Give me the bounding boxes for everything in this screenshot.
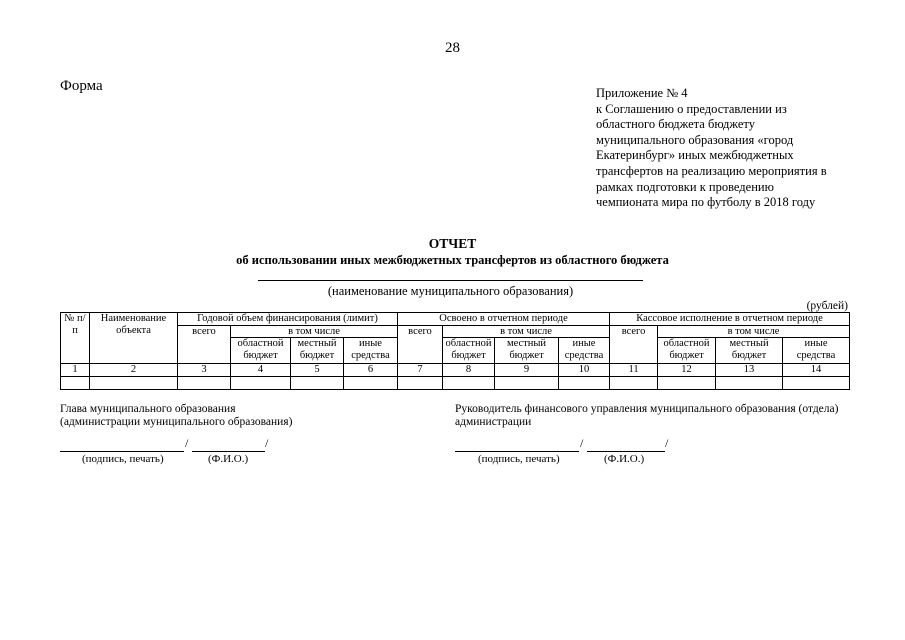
table-cell xyxy=(443,376,495,389)
form-label: Форма xyxy=(60,78,103,94)
table-cell xyxy=(291,376,344,389)
header-group-annual: Годовой объем финансирования (лимит) xyxy=(178,313,398,326)
column-number: 12 xyxy=(658,364,716,377)
left-name-line xyxy=(192,451,265,452)
table-cell xyxy=(495,376,559,389)
header-local-budget: местный бюджет xyxy=(495,338,559,364)
page-number: 28 xyxy=(445,40,460,56)
table-cell xyxy=(559,376,610,389)
header-total: всего xyxy=(178,325,231,364)
municipality-name-caption: (наименование муниципального образования) xyxy=(327,284,574,298)
table-cell xyxy=(398,376,443,389)
table-cell xyxy=(783,376,850,389)
right-name-line xyxy=(587,451,665,452)
appendix-line: к Соглашению о предоставлении из xyxy=(596,101,787,116)
table-header-row xyxy=(61,325,850,338)
appendix-line: рамках подготовки к проведению xyxy=(596,179,774,194)
header-local-budget: местный бюджет xyxy=(716,338,783,364)
header-regional-budget: областной бюджет xyxy=(231,338,291,364)
table-cell xyxy=(716,376,783,389)
column-number: 1 xyxy=(61,364,90,377)
column-number: 10 xyxy=(559,364,610,377)
left-signatory-subtitle: (администрации муниципального образования) xyxy=(60,416,293,428)
right-signatory-block xyxy=(455,403,855,429)
column-number: 6 xyxy=(344,364,398,377)
column-number: 11 xyxy=(610,364,658,377)
header-other-funds: иные средства xyxy=(559,338,610,364)
right-signature-line xyxy=(455,451,579,452)
column-number: 7 xyxy=(398,364,443,377)
appendix-line: трансфертов на реализацию мероприятия в xyxy=(596,163,827,178)
appendix-line: муниципального образования «город xyxy=(596,132,794,147)
column-number: 2 xyxy=(90,364,178,377)
header-total: всего xyxy=(398,325,443,364)
header-other-funds: иные средства xyxy=(344,338,398,364)
right-caption-name: (Ф.И.О.) xyxy=(604,453,645,465)
table-empty-row xyxy=(61,376,850,389)
table-cell xyxy=(61,376,90,389)
report-subtitle: об использовании иных межбюджетных трансфертов из областного бюджета xyxy=(236,253,669,267)
header-including: в том числе xyxy=(231,325,398,338)
header-regional-budget: областной бюджет xyxy=(443,338,495,364)
header-other-funds: иные средства xyxy=(783,338,850,364)
left-signatory-title: Глава муниципального образования xyxy=(60,403,236,415)
table-cell xyxy=(344,376,398,389)
table-cell xyxy=(658,376,716,389)
header-group-mastered: Освоено в отчетном периоде xyxy=(398,313,610,326)
column-number: 9 xyxy=(495,364,559,377)
left-name-slash: / xyxy=(265,436,269,450)
header-regional-budget: областной бюджет xyxy=(658,338,716,364)
report-title: ОТЧЕТ xyxy=(428,236,477,251)
left-caption-signature: (подпись, печать) xyxy=(82,453,164,465)
appendix-line: областного бюджета бюджету xyxy=(596,117,755,132)
units-label: (рублей) xyxy=(806,300,848,312)
header-including: в том числе xyxy=(658,325,850,338)
column-number: 3 xyxy=(178,364,231,377)
right-signature-slash: / xyxy=(580,436,584,450)
header-local-budget: местный бюджет xyxy=(291,338,344,364)
column-number: 13 xyxy=(716,364,783,377)
column-number: 4 xyxy=(231,364,291,377)
column-number: 14 xyxy=(783,364,850,377)
table-cell xyxy=(178,376,231,389)
right-name-slash: / xyxy=(665,436,669,450)
report-table xyxy=(60,312,850,390)
right-caption-signature: (подпись, печать) xyxy=(478,453,560,465)
header-including: в том числе xyxy=(443,325,610,338)
header-object-name: Наименование объекта xyxy=(90,313,178,364)
left-caption-name: (Ф.И.О.) xyxy=(208,453,249,465)
table-cell xyxy=(90,376,178,389)
appendix-line: Екатеринбург» иных межбюджетных xyxy=(596,148,794,163)
header-group-cash: Кассовое исполнение в отчетном периоде xyxy=(610,313,850,326)
right-signatory-title: Руководитель финансового управления муниципального образования (отдела) xyxy=(455,403,839,415)
appendix-line: Приложение № 4 xyxy=(596,86,688,100)
left-signatory-block xyxy=(60,403,380,429)
header-total: всего xyxy=(610,325,658,364)
right-signatory-subtitle: администрации xyxy=(455,416,532,428)
table-header-row xyxy=(61,313,850,326)
municipality-name-line xyxy=(258,280,643,281)
header-no: № п/п xyxy=(61,313,90,364)
appendix-block xyxy=(596,86,856,211)
left-signature-slash: / xyxy=(185,436,189,450)
appendix-line: чемпионата мира по футболу в 2018 году xyxy=(596,195,816,210)
column-number: 5 xyxy=(291,364,344,377)
column-number-row xyxy=(61,364,850,377)
column-number: 8 xyxy=(443,364,495,377)
table-cell xyxy=(610,376,658,389)
left-signature-line xyxy=(60,451,184,452)
table-cell xyxy=(231,376,291,389)
